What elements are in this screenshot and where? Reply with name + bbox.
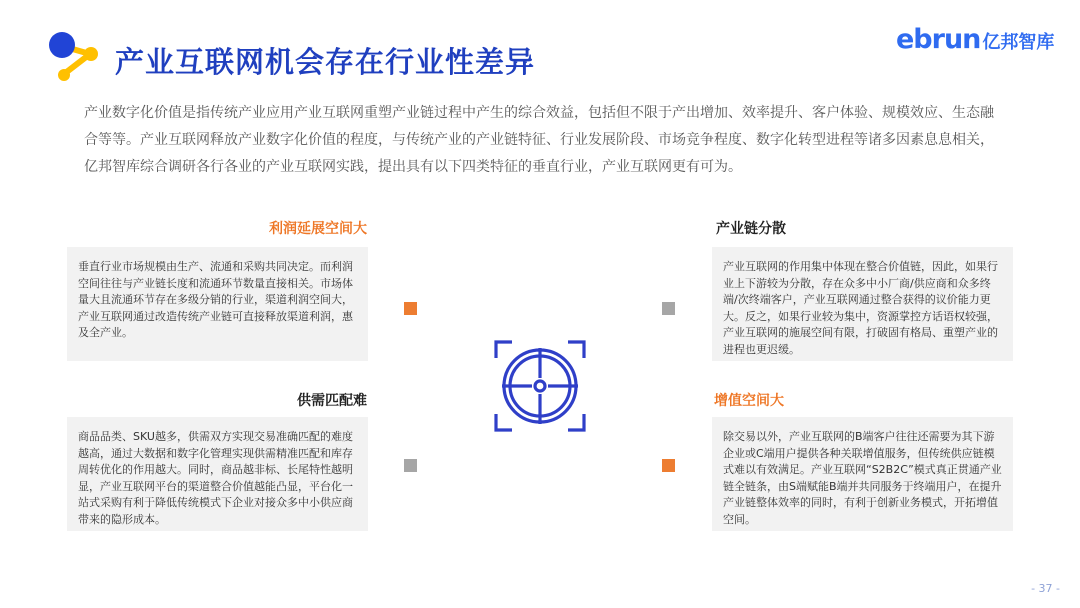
page-title: 产业互联网机会存在行业性差异 — [115, 45, 536, 79]
brand-logo — [896, 24, 1054, 55]
intro-paragraph: 产业数字化价值是指传统产业应用产业互联网重塑产业链过程中产生的综合效益，包括但不限于产出增加、效率提升、客户体验、规模效应、生态融合等等。产业互联网释放产业数字化价值的程度，与传统产业的产业链特征、行业发展阶段、市场竞争程度、数字化转型进程等诸多因素息息相关，亿邦智库综合调研各行各业的产业互联网实践，提出具有以下四类特征的垂直行业，产业互联网更有可为。 — [84, 105, 994, 175]
logo-mark: ebrun — [896, 24, 981, 55]
marker-orange-bottom-right — [662, 459, 675, 472]
molecule-icon — [46, 30, 102, 86]
heading-chain-dispersed: 产业链分散 — [716, 221, 786, 237]
logo-name: 亿邦智库 — [982, 32, 1055, 53]
box-chain-dispersed: 产业互联网的作用集中体现在整合价值链，因此，如果行业上下游较为分散，存在众多中小厂商/供应商和众多终端/次终端客户，产业互联网通过整合获得的议价能力更大。反之，如果行业较为集中，资源掌控方话语权较强，产业互联网的施展空间有限，打破固有格局、重塑产业的进程也更迟缓。 — [712, 247, 1013, 361]
marker-orange-top-left — [404, 302, 417, 315]
heading-profit-space: 利润延展空间大 — [269, 221, 367, 237]
heading-value-added: 增值空间大 — [714, 393, 784, 409]
page-number: - 37 - — [1031, 582, 1060, 595]
box-matching-difficulty: 商品品类、SKU越多，供需双方实现交易准确匹配的难度越高，通过大数据和数字化管理实现供需精准匹配和库存周转优化的作用越大。同时，商品越非标、长尾特性越明显，产业互联网平台的渠道整合价值越能凸显，平台化一站式采购有利于降低传统模式下企业对接众多中小供应商带来的隐形成本。 — [67, 417, 368, 531]
heading-matching-difficulty: 供需匹配难 — [297, 393, 367, 409]
marker-gray-top-right — [662, 302, 675, 315]
box-profit-space: 垂直行业市场规模由生产、流通和采购共同决定。而利润空间往往与产业链长度和流通环节数量直接相关。市场体量大且流通环节存在多级分销的行业，渠道利润空间大，产业互联网通过改造传统产业链可直接释放渠道利润，惠及全产业。 — [67, 247, 368, 361]
marker-gray-bottom-left — [404, 459, 417, 472]
box-value-added: 除交易以外，产业互联网的B端客户往往还需要为其下游企业或C端用户提供各种关联增值服务，但传统供应链模式难以有效满足。产业互联网“S2B2C”模式真正贯通产业链全链条，由S端赋能B端并共同服务于终端用户，在提升产业链整体效率的同时，有利于创新业务模式，开拓增值空间。 — [712, 417, 1013, 531]
target-crosshair-icon — [492, 338, 588, 434]
